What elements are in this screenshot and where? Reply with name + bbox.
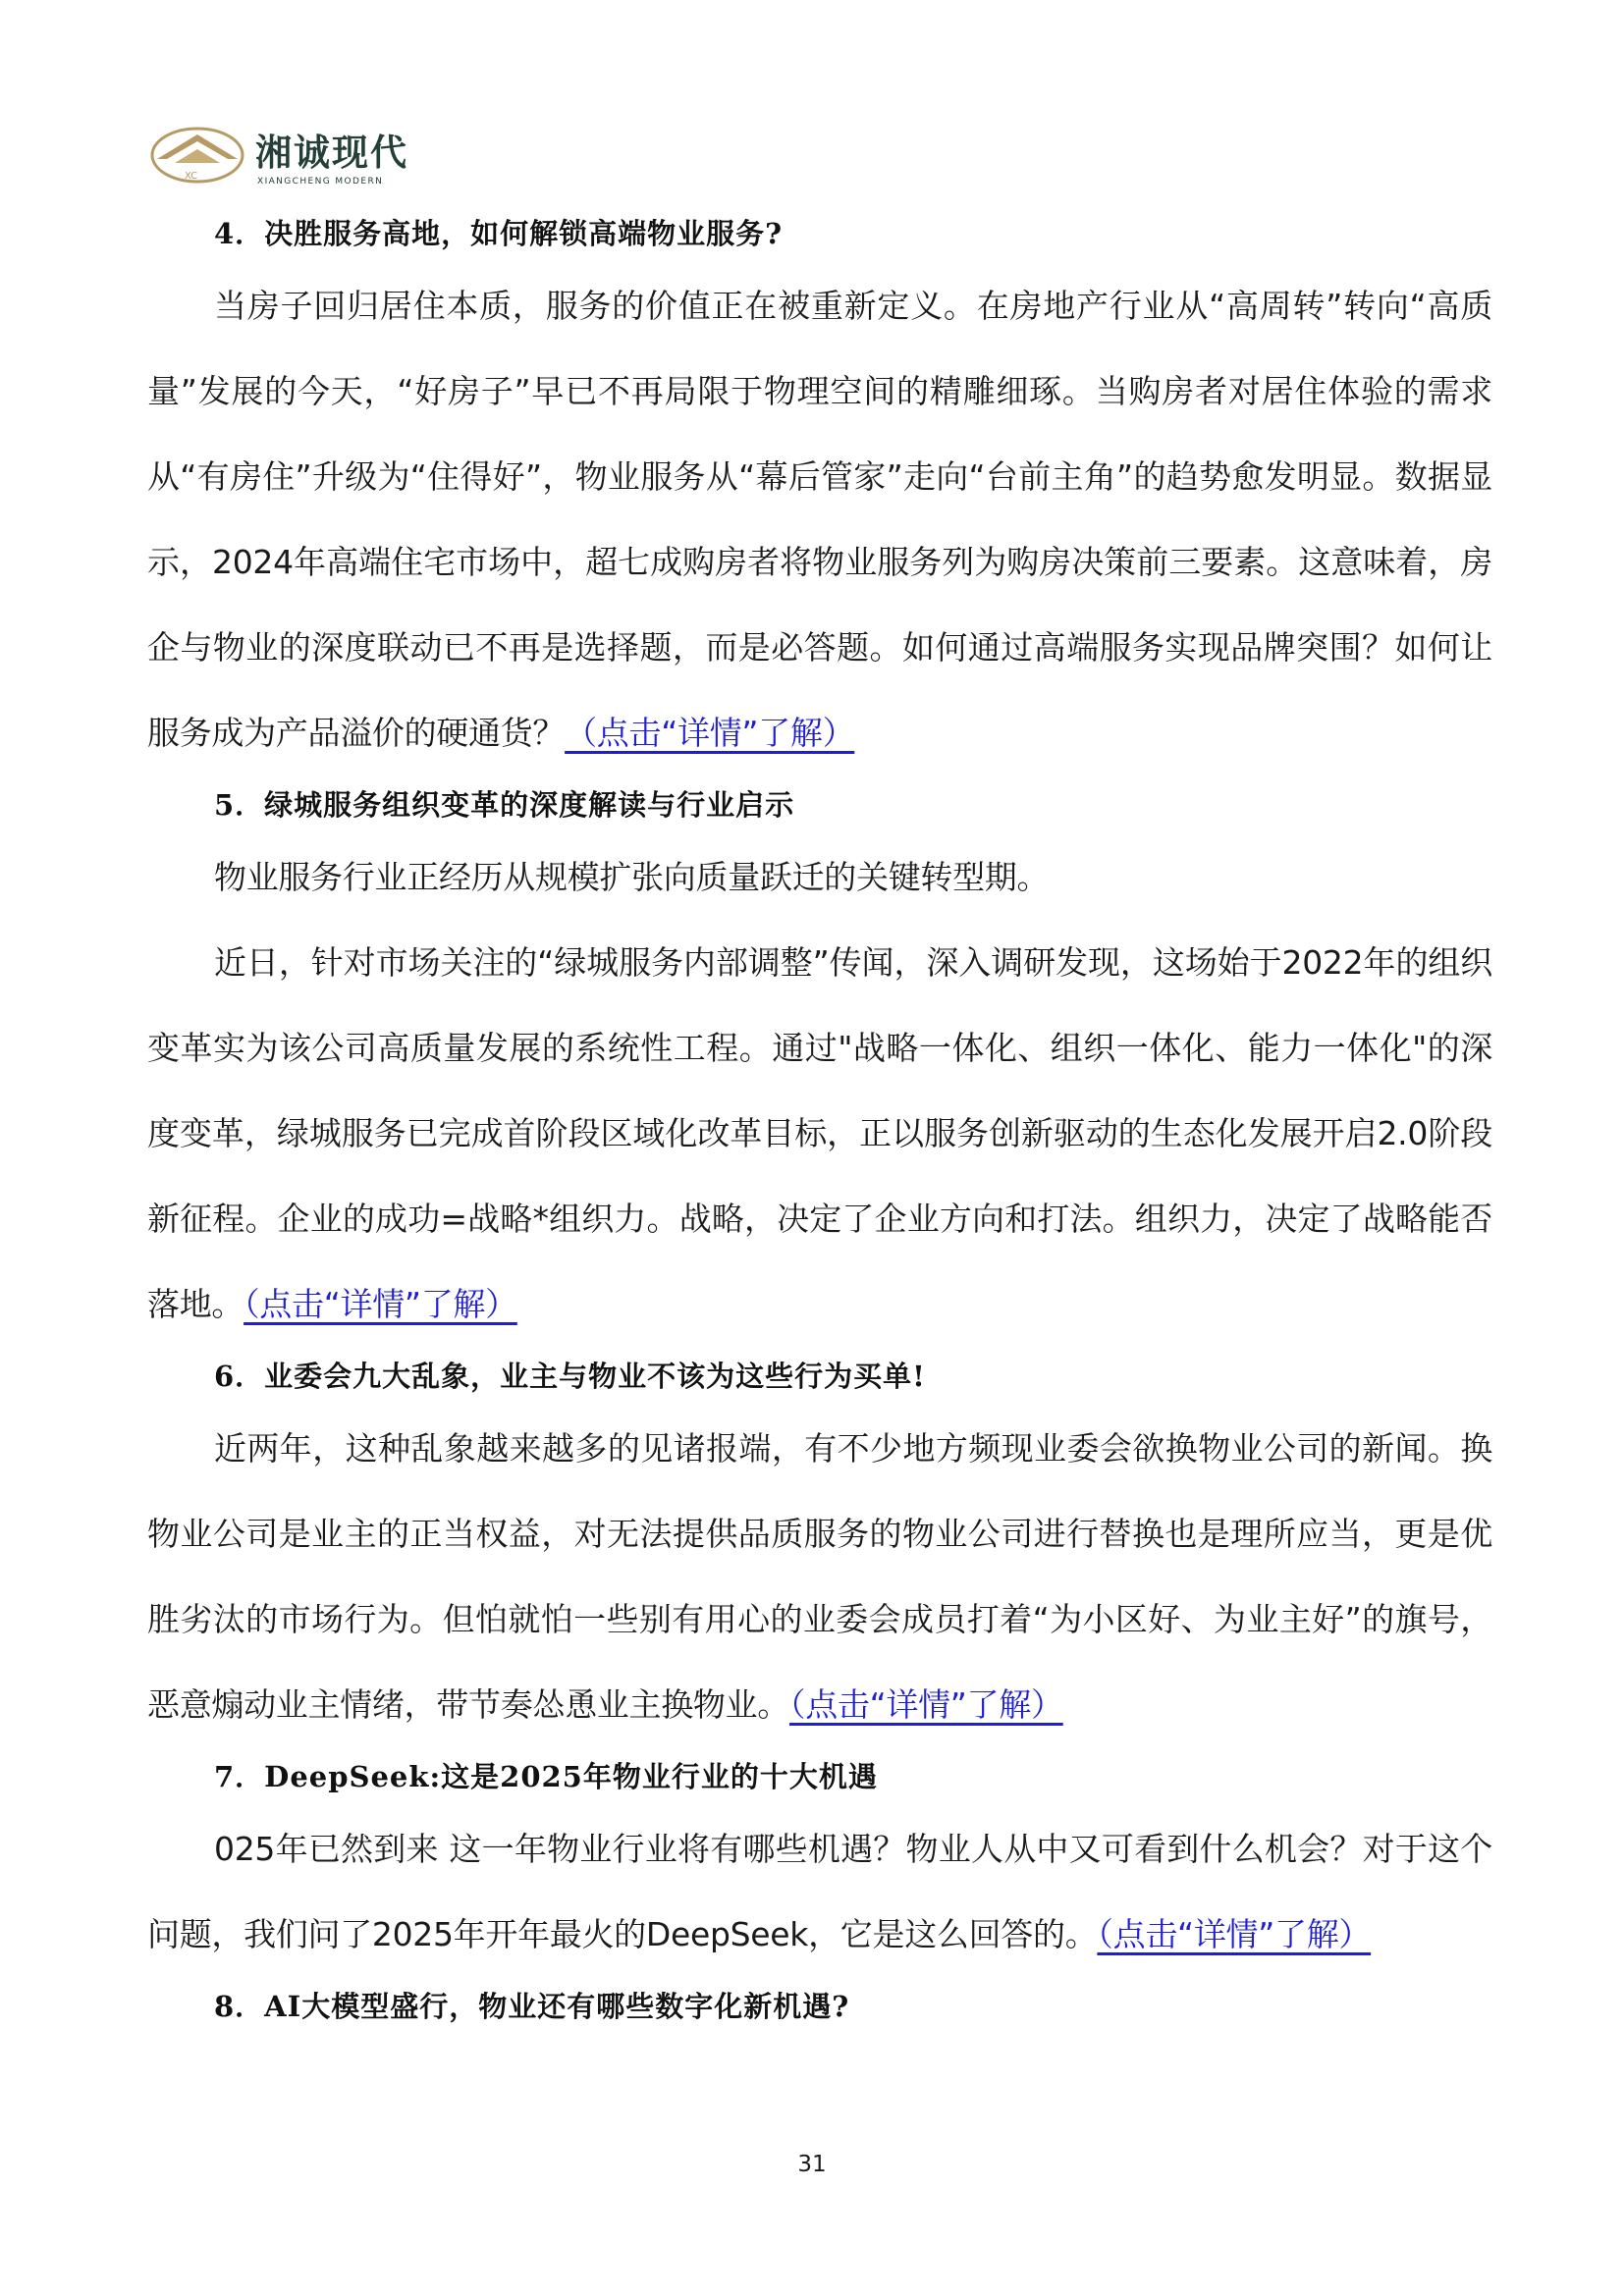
section-heading: 6．业委会九大乱象，业主与物业不该为这些行为买单! bbox=[214, 1360, 926, 1393]
section-heading: 4．决胜服务高地，如何解锁高端物业服务? bbox=[214, 217, 784, 250]
page-number: 31 bbox=[797, 2152, 827, 2177]
section-paragraph bbox=[147, 263, 1492, 775]
paragraph-text: 025年已然到来 这一年物业行业将有哪些机遇？物业人从中又可看到什么机会？对于这个问题，我们问了2025年开年最火的DeepSeek，它是这么回答的。 bbox=[147, 1830, 1492, 1953]
article-body bbox=[147, 204, 1492, 2036]
section-heading: 8．AI大模型盛行，物业还有哪些数字化新机遇? bbox=[214, 1990, 850, 2023]
details-link[interactable]: （点击“详情”了解） bbox=[565, 714, 855, 752]
paragraph-text: 近日，针对市场关注的“绿城服务内部调整”传闻，深入调研发现，这场始于2022年的组织变革实为该公司高质量发展的系统性工程。通过"战略一体化、组织一体化、能力一体化"的深度变革，绿城服务已完成首阶段区域化改革目标，正以服务创新驱动的生态化发展开启2.0阶段新征程。企业的成功=战略*组织力。战略，决定了企业方向和打法。组织力，决定了战略能否落地。 bbox=[147, 943, 1492, 1323]
logo-subtitle: XIANGCHENG MODERN bbox=[257, 177, 384, 187]
company-logo bbox=[149, 126, 424, 192]
section-heading: 7．DeepSeek:这是2025年物业行业的十大机遇 bbox=[214, 1760, 878, 1793]
logo-mark-icon bbox=[149, 126, 245, 185]
details-link[interactable]: （点击“详情”了解） bbox=[244, 1285, 517, 1323]
section-paragraph bbox=[147, 834, 1492, 920]
section-paragraph bbox=[147, 920, 1492, 1347]
section-paragraph bbox=[147, 1806, 1492, 1977]
section-heading: 5．绿城服务组织变革的深度解读与行业启示 bbox=[214, 788, 795, 822]
details-link[interactable]: （点击“详情”了解） bbox=[789, 1685, 1063, 1724]
paragraph-text: 近两年，这种乱象越来越多的见诸报端，有不少地方频现业委会欲换物业公司的新闻。换物业公司是业主的正当权益，对无法提供品质服务的物业公司进行替换也是理所应当，更是优胜劣汰的市场行为。但怕就怕一些别有用心的业委会成员打着“为小区好、为业主好”的旗号，恶意煽动业主情绪，带节奏怂恿业主换物业。 bbox=[147, 1429, 1492, 1724]
logo-name: 湘诚现代 bbox=[255, 132, 408, 174]
paragraph-text: 当房子回归居住本质，服务的价值正在被重新定义。在房地产行业从“高周转”转向“高质量”发展的今天，“好房子”早已不再局限于物理空间的精雕细琢。当购房者对居住体验的需求从“有房住”升级为“住得好”，物业服务从“幕后管家”走向“台前主角”的趋势愈发明显。数据显示，2024年高端住宅市场中，超七成购房者将物业服务列为购房决策前三要素。这意味着，房企与物业的深度联动已不再是选择题，而是必答题。如何通过高端服务实现品牌突围？如何让服务成为产品溢价的硬通货？ bbox=[147, 287, 1492, 752]
section-paragraph bbox=[147, 1406, 1492, 1747]
paragraph-text: 物业服务行业正经历从规模扩张向质量跃迁的关键转型期。 bbox=[214, 858, 1050, 896]
logo-mark-letters: XC bbox=[185, 171, 198, 182]
details-link[interactable]: （点击“详情”了解） bbox=[1097, 1915, 1372, 1953]
